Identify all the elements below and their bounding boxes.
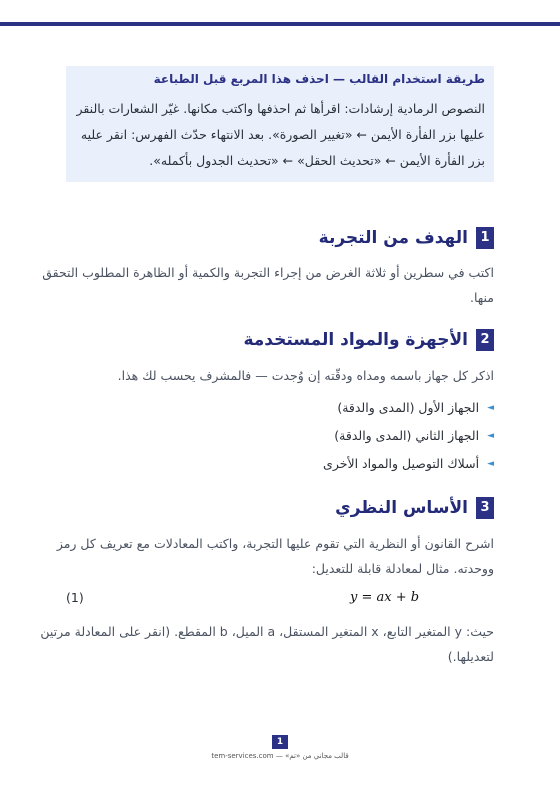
section-heading-theory [335, 496, 494, 520]
section-title: الهدف من التجربة [318, 228, 468, 248]
section-title: الأجهزة والمواد المستخدمة [243, 330, 468, 350]
footer-text: قالب مجاني من «تم» — tem-services.com [211, 752, 349, 760]
list-item-text: أسلاك التوصيل والمواد الأخرى [323, 456, 480, 471]
section-title: الأساس النظري [335, 498, 468, 518]
equation-number: (1) [66, 590, 84, 605]
list-item-text: الجهاز الثاني (المدى والدقة) [334, 428, 480, 443]
section-number-badge: 3 [476, 497, 494, 519]
section-heading-objective [319, 226, 494, 250]
equation[interactable]: y = ax + b [350, 590, 420, 605]
section-paragraph-line: اشرح القانون أو النظرية التي تقوم عليها التجربة، واكتب المعادلات مع تعريف كل رمز [56, 536, 494, 551]
equipment-list-item [323, 456, 494, 471]
instructions-line: عليها بزر الفأرة الأيمن ← «تغيير الصورة». بعد الانتهاء حدّث الفهرس: انقر عليه [80, 127, 485, 142]
instructions-line: النصوص الرمادية إرشادات: اقرأها ثم احذفها واكتب مكانها. غيّر الشعارات بالنقر [76, 101, 485, 116]
list-item-text: الجهاز الأول (المدى والدقة) [337, 400, 480, 415]
bullet-triangle-icon: ◄ [487, 458, 494, 469]
section-paragraph-line: حيث: y المتغير التابع، x المتغير المستقل، a الميل، b المقطع. (انقر على المعادلة مرتين [40, 624, 494, 639]
section-paragraph-line: اذكر كل جهاز باسمه ومداه ودقّته إن وُجدت — فالمشرف يحسب لك هذا. [117, 368, 494, 383]
instructions-title: طريقة استخدام القالب — احذف هذا المربع قبل الطباعة [153, 72, 485, 86]
section-number-badge: 2 [476, 329, 494, 351]
section-paragraph-line: ووحدته. مثال لمعادلة قابلة للتعديل: [311, 561, 494, 576]
section-heading-equipment [243, 328, 494, 352]
instructions-line: بزر الفأرة الأيمن ← «تحديث الحقل» ← «تحديث الجدول بأكمله». [149, 153, 485, 168]
bullet-triangle-icon: ◄ [487, 430, 494, 441]
section-paragraph-line: اكتب في سطرين أو ثلاثة الغرض من إجراء التجربة والكمية أو الظاهرة المطلوب التحقق [42, 265, 494, 280]
section-paragraph-line: لتعديلها.) [447, 649, 494, 664]
bullet-triangle-icon: ◄ [487, 402, 494, 413]
instructions-box [66, 66, 494, 182]
top-rule [0, 22, 560, 26]
section-paragraph-line: منها. [469, 290, 494, 305]
equation-row [66, 590, 494, 610]
section-number-badge: 1 [476, 227, 494, 249]
equipment-list-item [337, 400, 494, 415]
page-number-badge: 1 [272, 735, 288, 749]
equipment-list-item [334, 428, 494, 443]
